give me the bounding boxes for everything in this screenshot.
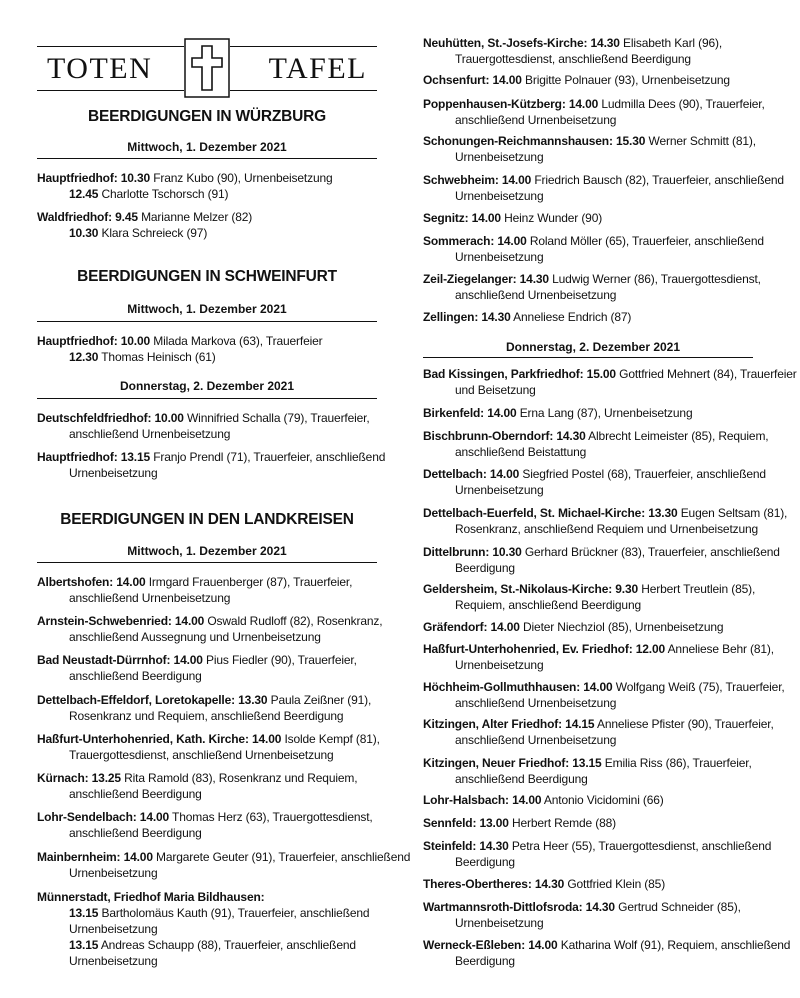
- list-item: Zeil-Ziegelanger: 14.30 Ludwig Werner (86), Trauergottesdienst, anschließend Urnenbeisetzung: [423, 272, 761, 302]
- list-item: Schonungen-Reichmannshausen: 15.30 Werner Schmitt (81), Urnenbeisetzung: [423, 134, 756, 164]
- list-item: Sommerach: 14.00 Roland Möller (65), Trauerfeier, anschließend Urnenbeisetzung: [423, 234, 764, 264]
- list-item: Werneck-Eßleben: 14.00 Katharina Wolf (91), Requiem, anschließend Beerdigung: [423, 938, 791, 968]
- list-item: Gräfendorf: 14.00 Dieter Niechziol (85), Urnenbeisetzung: [423, 620, 724, 634]
- list-item: Hauptfriedhof: 10.30 Franz Kubo (90), Urnenbeisetzung 12.45 Charlotte Tschorsch (91): [37, 171, 333, 201]
- list-item: Theres-Obertheres: 14.30 Gottfried Klein (85): [423, 877, 666, 891]
- list-item: Neuhütten, St.-Josefs-Kirche: 14.30 Elisabeth Karl (96), Trauergottesdienst, anschließend Beerdigung: [423, 36, 723, 66]
- masthead: [37, 38, 377, 100]
- list-item: Dettelbach-Euerfeld, St. Michael-Kirche: 13.30 Eugen Seltsam (81), Rosenkranz, anschließend Requiem und Urnenbeisetzung: [423, 506, 788, 536]
- date-heading: Mittwoch, 1. Dezember 2021: [127, 544, 287, 558]
- list-item: Kürnach: 13.25 Rita Ramold (83), Rosenkranz und Requiem, anschließend Beerdigung: [37, 771, 358, 801]
- list-item: Birkenfeld: 14.00 Erna Lang (87), Urnenbeisetzung: [423, 406, 693, 420]
- masthead-word-tafel: TAFEL: [268, 52, 367, 85]
- list-item: Geldersheim, St.-Nikolaus-Kirche: 9.30 Herbert Treutlein (85), Requiem, anschließend Beerdigung: [423, 582, 756, 612]
- date-heading: Donnerstag, 2. Dezember 2021: [505, 340, 681, 354]
- date-heading: Mittwoch, 1. Dezember 2021: [127, 302, 287, 316]
- date-rule: [423, 357, 753, 358]
- list-item: Mainbernheim: 14.00 Margarete Geuter (91), Trauerfeier, anschließend Urnenbeisetzung: [37, 850, 411, 880]
- date-rule: [37, 158, 377, 159]
- list-item: Dettelbach: 14.00 Siegfried Postel (68), Trauerfeier, anschließend Urnenbeisetzung: [423, 467, 766, 497]
- list-item: Schwebheim: 14.00 Friedrich Bausch (82), Trauerfeier, anschließend Urnenbeisetzung: [423, 173, 784, 203]
- date-heading: Donnerstag, 2. Dezember 2021: [119, 379, 295, 393]
- list-item: Steinfeld: 14.30 Petra Heer (55), Trauergottesdienst, anschließend Beerdigung: [423, 839, 772, 869]
- list-item: Albertshofen: 14.00 Irmgard Frauenberger (87), Trauerfeier, anschließend Urnenbeisetzung: [37, 575, 353, 605]
- list-item: Kitzingen, Neuer Friedhof: 13.15 Emilia Riss (86), Trauerfeier, anschließend Beerdigung: [423, 756, 752, 786]
- list-item: Dittelbrunn: 10.30 Gerhard Brückner (83), Trauerfeier, anschließend Beerdigung: [423, 545, 780, 575]
- list-item: Deutschfeldfriedhof: 10.00 Winnifried Schalla (79), Trauerfeier, anschließend Urnenbeisetzung: [37, 411, 370, 441]
- list-item: Ochsenfurt: 14.00 Brigitte Polnauer (93), Urnenbeisetzung: [423, 73, 730, 87]
- list-item: Lohr-Halsbach: 14.00 Antonio Vicidomini (66): [423, 793, 664, 807]
- date-rule: [37, 321, 377, 322]
- list-item: Arnstein-Schwebenried: 14.00 Oswald Rudloff (82), Rosenkranz, anschließend Aussegnung und Urnenbeisetzung: [37, 614, 383, 644]
- section-title-schweinfurt: BEERDIGUNGEN IN SCHWEINFURT: [77, 268, 337, 285]
- list-item: Haßfurt-Unterhohenried, Ev. Friedhof: 12.00 Anneliese Behr (81), Urnenbeisetzung: [423, 642, 774, 672]
- cross-icon: [184, 38, 230, 98]
- list-item: Haßfurt-Unterhohenried, Kath. Kirche: 14.00 Isolde Kempf (81), Trauergottesdienst, anschließend Urnenbeisetzung: [37, 732, 380, 762]
- list-item: Waldfriedhof: 9.45 Marianne Melzer (82) 10.30 Klara Schreieck (97): [37, 210, 253, 240]
- list-item: Lohr-Sendelbach: 14.00 Thomas Herz (63), Trauergottesdienst, anschließend Beerdigung: [37, 810, 373, 840]
- list-item: Münnerstadt, Friedhof Maria Bildhausen: 13.15 Bartholomäus Kauth (91), Trauerfeier, anschließend Urnenbeisetzung 13.15 Andreas Schaupp (88), Trauerfeier, anschließend Urnenbeisetzung: [37, 890, 370, 968]
- masthead-word-toten: TOTEN: [47, 52, 153, 85]
- list-item: Hauptfriedhof: 13.15 Franjo Prendl (71), Trauerfeier, anschließend Urnenbeisetzung: [37, 450, 386, 480]
- list-item: Bad Neustadt-Dürrnhof: 14.00 Pius Fiedler (90), Trauerfeier, anschließend Beerdigung: [37, 653, 357, 683]
- list-item: Bischbrunn-Oberndorf: 14.30 Albrecht Leimeister (85), Requiem, anschließend Beistattung: [423, 429, 769, 459]
- list-item: Poppenhausen-Kützberg: 14.00 Ludmilla Dees (90), Trauerfeier, anschließend Urnenbeisetzung: [423, 97, 765, 127]
- date-rule: [37, 398, 377, 399]
- section-title-wuerzburg: BEERDIGUNGEN IN WÜRZBURG: [87, 108, 327, 125]
- list-item: Dettelbach-Effeldorf, Loretokapelle: 13.30 Paula Zeißner (91), Rosenkranz und Requiem, anschließend Beerdigung: [37, 693, 372, 723]
- list-item: Sennfeld: 13.00 Herbert Remde (88): [423, 816, 616, 830]
- list-item: Hauptfriedhof: 10.00 Milada Markova (63), Trauerfeier 12.30 Thomas Heinisch (61): [37, 334, 323, 364]
- list-item: Kitzingen, Alter Friedhof: 14.15 Anneliese Pfister (90), Trauerfeier, anschließend Urnenbeisetzung: [423, 717, 774, 747]
- list-item: Wartmannsroth-Dittlofsroda: 14.30 Gertrud Schneider (85), Urnenbeisetzung: [423, 900, 741, 930]
- list-item: Segnitz: 14.00 Heinz Wunder (90): [423, 211, 603, 225]
- date-rule: [37, 562, 377, 563]
- list-item: Zellingen: 14.30 Anneliese Endrich (87): [423, 310, 632, 324]
- list-item: Höchheim-Gollmuthhausen: 14.00 Wolfgang Weiß (75), Trauerfeier, anschließend Urnenbeisetzung: [423, 680, 785, 710]
- list-item: Bad Kissingen, Parkfriedhof: 15.00 Gottfried Mehnert (84), Trauerfeier und Beisetzung: [423, 367, 797, 397]
- section-title-landkreise: BEERDIGUNGEN IN DEN LANDKREISEN: [60, 511, 354, 528]
- date-heading: Mittwoch, 1. Dezember 2021: [127, 140, 287, 154]
